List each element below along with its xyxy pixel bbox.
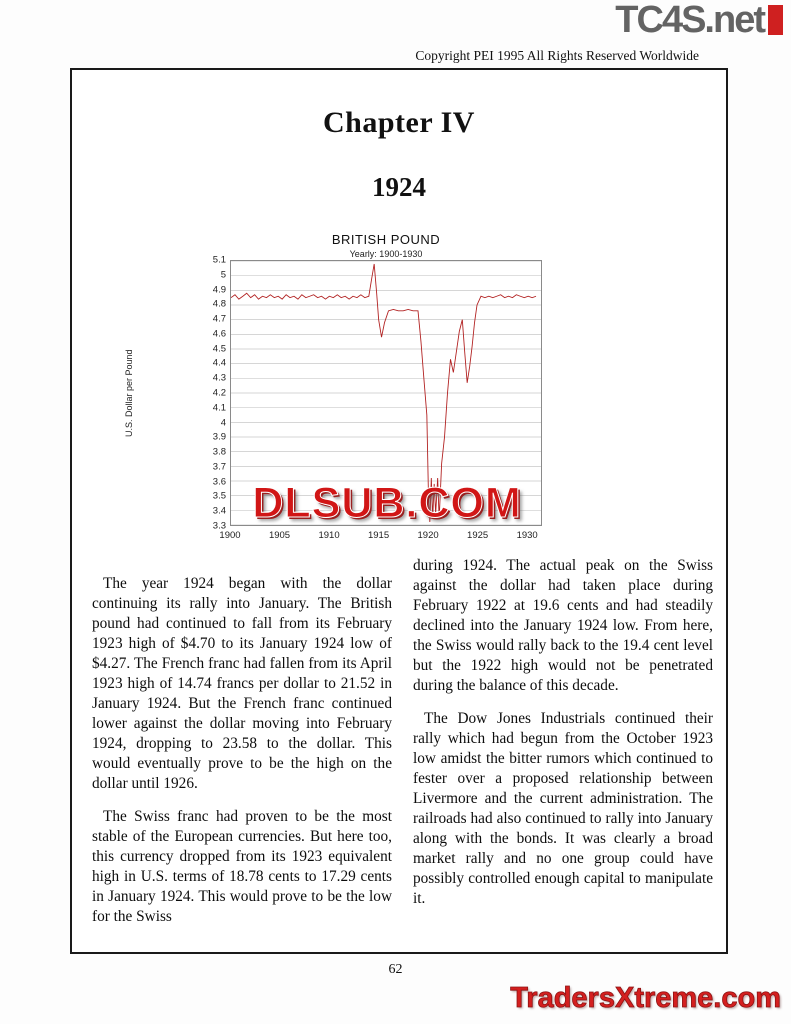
tradersxtreme-logo[interactable]: TradersXtreme.com: [510, 982, 781, 1014]
y-tick-label: 4.7: [212, 313, 226, 325]
body-paragraph: The year 1924 began with the dollar continuing its rally into January. The British pound had continued to fall from its February 1923 high of $4.70 to its January 1924 low of $4.27. The French franc had fallen from its April 1923 high of 14.74 francs per dollar to 21.52 in January 1924. But the French franc continued lower against the dollar moving into February 1924, dropping to 23.58 to the dollar. This would eventually prove to be the high on the dollar until 1926.: [92, 575, 392, 792]
y-tick-label: 3.3: [212, 520, 226, 532]
y-tick-label: 3.5: [212, 490, 226, 502]
dlsub-watermark[interactable]: DLSUB.COM: [252, 479, 522, 527]
x-tick-label: 1910: [318, 530, 340, 541]
body-paragraph: during 1924. The actual peak on the Swiss against the dollar had taken place during February 1922 at 19.6 cents and had steadily declined into the January 1924 low. From here, the Swiss would rally back to the 19.4 cent level but the 1922 high would not be penetrated during the balance of this decade.: [413, 557, 713, 694]
body-paragraph: The Swiss franc had proven to be the most stable of the European currencies. But here too, this currency dropped from its 1923 equivalent high in U.S. terms of 18.78 cents to 17.29 cents in January 1924. This would prove to be the low for the Swiss: [92, 808, 392, 925]
tc4s-logo[interactable]: [615, 0, 783, 40]
body-paragraph: The Dow Jones Industrials continued their rally which had begun from the October 1923 low amidst the bitter rumors which continued to fester over a proposed relationship between Livermore and the current administration. The railroads had also continued to rally into January along with the bonds. It was clearly a broad market rally and no one group could have possibly controlled enough capital to manipulate it.: [413, 710, 713, 907]
y-axis-label: U.S. Dollar per Pound: [124, 349, 134, 437]
copyright-text: Copyright PEI 1995 All Rights Reserved Worldwide: [415, 48, 699, 63]
page-number: 62: [388, 962, 403, 977]
chart-subtitle: Yearly: 1900-1930: [349, 249, 423, 259]
right-column: [413, 556, 713, 927]
chapter-title: Chapter IV: [323, 106, 475, 139]
x-tick-label: 1905: [268, 530, 291, 541]
y-tick-label: 3.9: [212, 431, 226, 443]
x-axis-ticks: [219, 530, 542, 544]
x-tick-label: 1920: [417, 530, 439, 541]
red-block-icon: [768, 5, 783, 35]
x-tick-label: 1915: [367, 530, 390, 541]
y-tick-label: 4.3: [212, 372, 226, 384]
x-tick-label: 1930: [516, 530, 538, 541]
y-tick-label: 3.7: [212, 461, 226, 473]
y-tick-label: 4.6: [212, 328, 226, 340]
y-tick-label: 4.8: [212, 298, 226, 310]
y-tick-label: 3.6: [212, 476, 226, 488]
y-tick-label: 4.4: [212, 357, 226, 369]
book-page-frame: [70, 68, 728, 954]
y-tick-label: 5.1: [212, 254, 226, 266]
left-column: [92, 556, 392, 927]
y-tick-label: 4.1: [212, 402, 226, 414]
tc4s-logo-text: TC4S.net: [615, 0, 764, 41]
y-tick-label: 3.8: [212, 446, 226, 458]
x-tick-label: 1925: [467, 530, 489, 541]
y-tick-label: 4.9: [212, 284, 226, 296]
british-pound-chart: [72, 232, 726, 554]
y-tick-label: 4.2: [212, 387, 226, 399]
article-columns: [72, 556, 726, 927]
y-tick-label: 4: [220, 417, 226, 429]
y-tick-label: 3.4: [212, 505, 226, 517]
y-tick-label: 4.5: [212, 343, 226, 355]
chart-title: BRITISH POUND: [331, 232, 441, 247]
y-tick-label: 5: [220, 269, 226, 281]
year-title: 1924: [372, 172, 426, 202]
x-tick-label: 1900: [219, 530, 241, 541]
